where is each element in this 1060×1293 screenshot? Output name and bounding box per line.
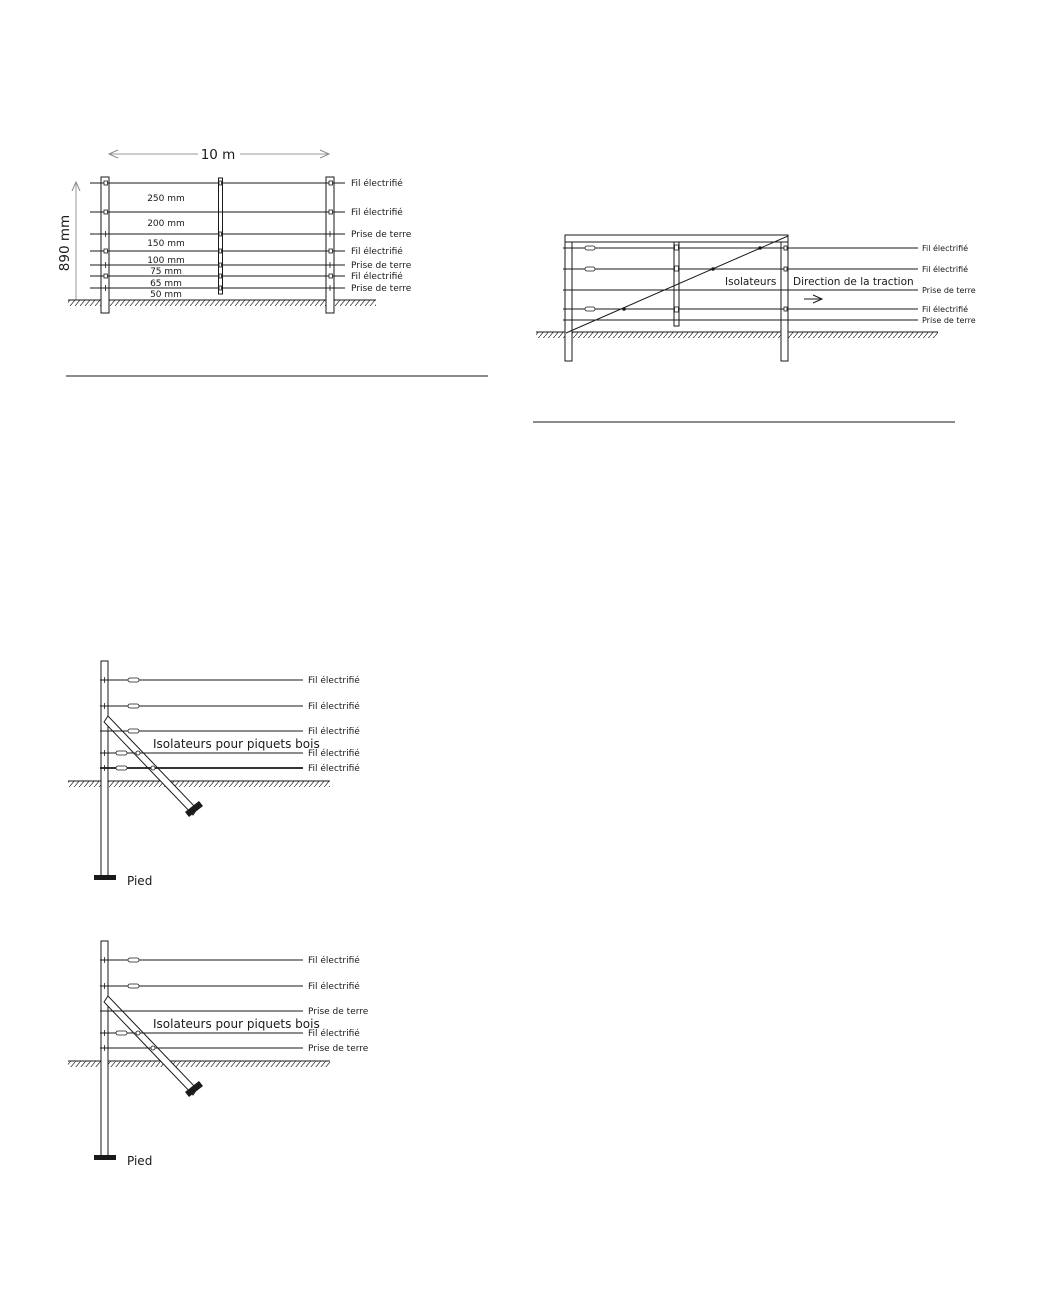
wire-label: Fil électrifié [922, 265, 969, 274]
insulators-label: Isolateurs [725, 276, 777, 288]
wire-label: Fil électrifié [351, 272, 403, 282]
foot-plate [94, 1155, 116, 1160]
gate-brace-diagram [536, 235, 976, 361]
wire-label: Fil électrifié [308, 749, 360, 759]
earth-clips [106, 231, 331, 291]
wire-label: Prise de terre [922, 316, 976, 325]
insulators [116, 678, 155, 770]
fence-spacing-diagram [57, 147, 412, 313]
end-post-left [565, 235, 572, 361]
wire-label: Prise de terre [351, 261, 412, 271]
wire-label: Fil électrifié [308, 702, 360, 712]
wire-label: Prise de terre [308, 1044, 369, 1054]
spacing-label: 100 mm [147, 256, 185, 266]
spacing-label: 250 mm [147, 194, 185, 204]
wire-label: Fil électrifié [922, 305, 969, 314]
wires [100, 680, 303, 768]
insulators-label: Isolateurs pour piquets bois [153, 737, 320, 751]
foot-label: Pied [127, 1154, 153, 1168]
wire-label: Fil électrifié [308, 764, 360, 774]
top-rail [565, 235, 788, 242]
end-post-right [326, 177, 334, 313]
wire-label: Prise de terre [308, 1007, 369, 1017]
wire-label: Fil électrifié [308, 982, 360, 992]
direction-label: Direction de la traction [793, 276, 914, 288]
insulators [116, 958, 155, 1050]
insulators-label: Isolateurs pour piquets bois [153, 1017, 320, 1031]
strut-post-diagram-a [68, 661, 360, 888]
end-post-left [101, 177, 109, 313]
wire-label: Fil électrifié [351, 208, 403, 218]
wires [100, 960, 303, 1048]
end-post-right [781, 235, 788, 361]
wire-label: Fil électrifié [922, 244, 969, 253]
wire-label: Fil électrifié [308, 956, 360, 966]
wire-label: Prise de terre [351, 230, 412, 240]
wire-label: Prise de terre [351, 284, 412, 294]
wire-label: Fil électrifié [308, 676, 360, 686]
spacing-label: 200 mm [147, 219, 185, 229]
spacing-label: 50 mm [150, 290, 182, 300]
span-label: 10 m [200, 147, 236, 163]
foot-plate [94, 875, 116, 880]
strut-post-diagram-b [68, 941, 369, 1168]
wire-label: Prise de terre [922, 286, 976, 295]
spacing-label: 65 mm [150, 279, 182, 289]
spacing-label: 150 mm [147, 239, 185, 249]
height-label: 890 mm [57, 214, 73, 272]
foot-label: Pied [127, 874, 153, 888]
wire-label: Fil électrifié [351, 179, 403, 189]
wire-label: Fil électrifié [351, 247, 403, 257]
wire-label: Fil électrifié [308, 1029, 360, 1039]
wires [90, 183, 345, 288]
wire-label: Fil électrifié [308, 727, 360, 737]
spacing-label: 75 mm [150, 267, 182, 277]
ground-hatch [536, 332, 938, 338]
